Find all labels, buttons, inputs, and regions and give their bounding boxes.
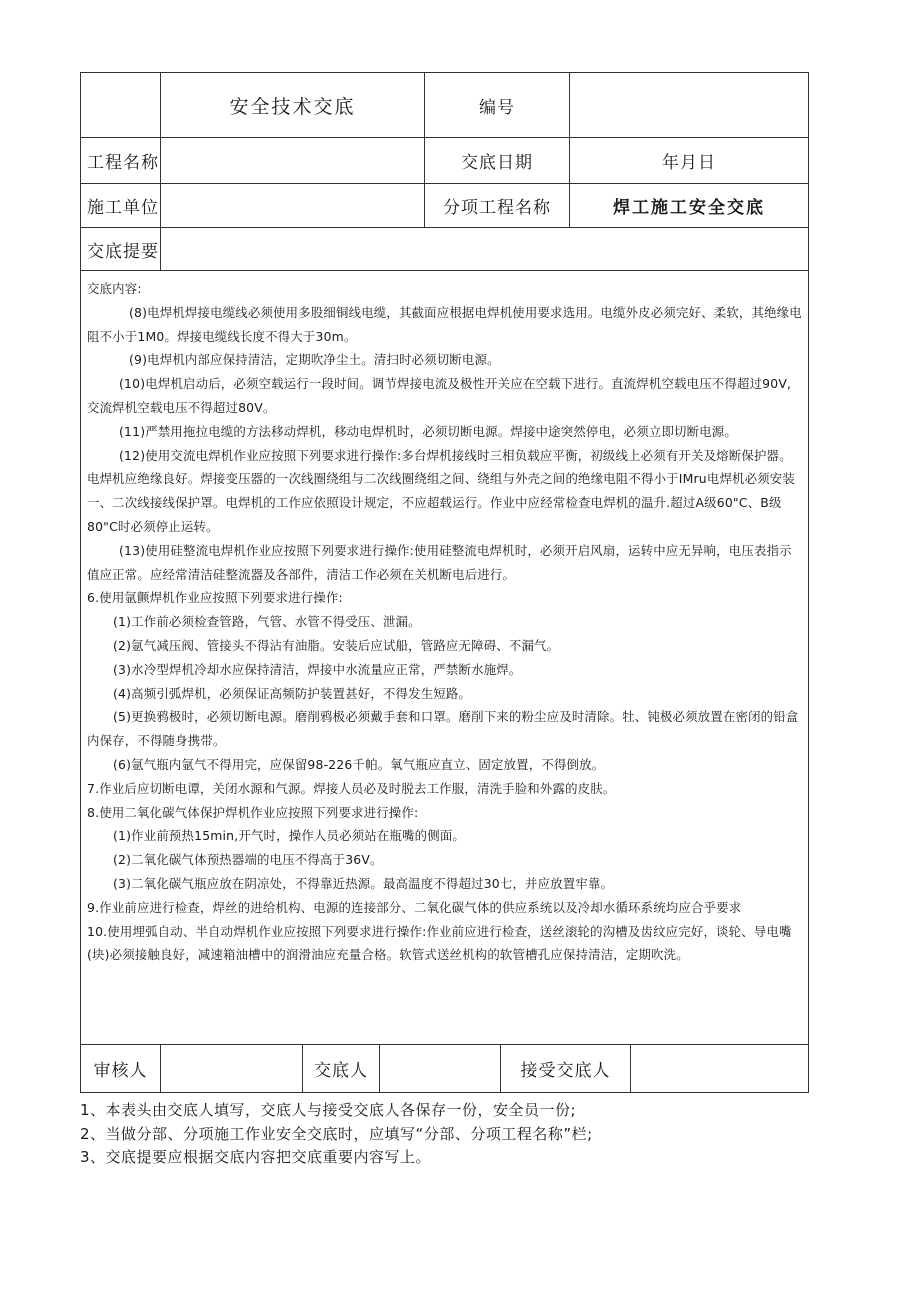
- content-paragraph: (3)二氧化碳气瓶应放在阴凉处，不得靠近热源。最高温度不得超过30七，并应放置牢靠。: [113, 875, 614, 891]
- receiver-label: 接受交底人: [501, 1045, 631, 1093]
- summary-field[interactable]: [161, 228, 809, 271]
- content-paragraph: (5)更换鸦极时，必须切断电源。磨削鸦极必须戴手套和口罩。磨削下来的粉尘应及时清除。牡、钝极必须放置在密闭的铅盒内保存，不得随身携带。: [87, 709, 799, 749]
- content-paragraph: 10.使用埋弧自动、半自动焊机作业应按照下列要求进行操作:作业前应进行检查，送丝滚轮的沟槽及齿纹应完好，谈轮、导电嘴(块)必须接触良好，减速箱油槽中的润滑油应充量合格。软管式送丝机构的软管槽孔应保持清洁，定期吹洗。: [87, 923, 792, 963]
- content-paragraph: (6)氩气瓶内氩气不得用完，应保留98-226千帕。氧气瓶应直立、固定放置，不得倒放。: [113, 756, 605, 772]
- content-paragraph: (1)工作前必须检查管路，气管、水管不得受压、泄漏。: [113, 614, 421, 630]
- content-heading: 交底内容:: [87, 281, 142, 296]
- content-paragraph: 9.作业前应进行检查，焊丝的进给机构、电源的连接部分、二氧化碳气体的供应系统以及冷却水循环系统均应合乎要求: [87, 899, 742, 915]
- content-paragraph: 6.使用氩颤焊机作业应按照下列要求进行操作:: [87, 590, 343, 606]
- content-paragraph: (10)电焊机启动后，必须空载运行一段时间。调节焊接电流及极性开关应在空载下进行。直流焊机空载电压不得超过90V,交流焊机空载电压不得超过80V。: [87, 376, 792, 415]
- content-paragraph: (8)电焊机焊接电缆线必须使用多股细铜线电缆，其截面应根据电焊机使用要求选用。电缆外皮必须完好、柔软，其绝缘电阻不小于1M0。焊接电缆线长度不得大于30m。: [87, 304, 802, 344]
- signature-table: [80, 1044, 809, 1093]
- unit-field[interactable]: [161, 184, 425, 228]
- summary-label: 交底提要: [81, 228, 161, 271]
- content-paragraph: (3)水冷型焊机冷却水应保持清洁，焊接中水流量应正常，严禁断水施焊。: [113, 661, 522, 677]
- sub-project-field[interactable]: 焊工施工安全交底: [570, 184, 809, 228]
- discloser-label: 交底人: [303, 1045, 380, 1093]
- date-label: 交底日期: [425, 138, 570, 184]
- content-paragraph: (4)高频引弧焊机，必须保证高频防护装置甚好，不得发生短路。: [113, 685, 472, 701]
- form-title: 安全技术交底: [161, 73, 425, 138]
- safety-disclosure-form: [80, 72, 808, 1170]
- sub-project-label: 分项工程名称: [425, 184, 570, 228]
- reviewer-label: 审核人: [81, 1045, 161, 1093]
- footnote: 2、当做分部、分项施工作业安全交底时，应填写“分部、分项工程名称”栏;: [80, 1124, 593, 1143]
- content-paragraph: 7.作业后应切断电谭，关闭水源和气源。焊接人员必及时脱去工作服，清洗手脸和外露的皮肤。: [87, 780, 616, 796]
- footnote: 3、交底提要应根据交底内容把交底重要内容写上。: [80, 1148, 432, 1166]
- content-paragraph: (13)使用硅整流电焊机作业应按照下列要求进行操作:使用硅整流电焊机时，必须开启风扇，运转中应无异响，电压表指示值应正常。应经常清洁硅整流器及各部件，清洁工作必须在关机断电后进行。: [87, 542, 792, 582]
- footnotes: [80, 1099, 808, 1170]
- project-name-label: 工程名称: [81, 138, 161, 184]
- date-field[interactable]: 年月日: [570, 138, 809, 184]
- footnote: 1、本表头由交底人填写，交底人与接受交底人各保存一份，安全员一份;: [80, 1101, 577, 1119]
- content-paragraph: (2)二氧化碳气体预热器端的电压不得高于36V。: [113, 852, 383, 868]
- content-paragraph: (1)作业前预热15min,开气时，操作人员必须站在瓶嘴的侧面。: [113, 828, 466, 844]
- serial-label: 编号: [425, 73, 570, 138]
- content-paragraph: (12)使用交流电焊机作业应按照下列要求进行操作:多台焊机接线时三相负载应平衡，初级线上必须有开关及熔断保护器。电焊机应绝缘良好。焊接变压器的一次线圈绕组与二次线圈绕组之间、绕组与外壳之间的绝缘电阻不得小于IMru电焊机必须安装一、二次线接线保护罩。电焊机的工作应依照设计规定，不应超载运行。作业中应经常检查电焊机的温升.超过A级60"C、B级80"C时必须停止运转。: [87, 447, 795, 534]
- content-paragraph: (2)氩气减压阀、管接头不得沾有油脂。安装后应试船，管路应无障碍、不漏气。: [113, 637, 560, 653]
- serial-value-field[interactable]: [570, 73, 809, 138]
- receiver-field[interactable]: [631, 1045, 809, 1093]
- content-cell: [81, 271, 809, 1045]
- content-paragraph: 8.使用二氧化碳气体保护焊机作业应按照下列要求进行操作:: [87, 804, 419, 820]
- project-name-field[interactable]: [161, 138, 425, 184]
- blank-corner-cell: [81, 73, 161, 138]
- discloser-field[interactable]: [380, 1045, 501, 1093]
- header-table: [80, 72, 809, 1045]
- content-paragraph: (9)电焊机内部应保持清洁，定期吹净尘土。清扫时必须切断电源。: [129, 352, 500, 368]
- reviewer-field[interactable]: [161, 1045, 303, 1093]
- unit-label: 施工单位: [81, 184, 161, 228]
- content-paragraph: (11)严禁用拖拉电缆的方法移动焊机，移动电焊机时，必须切断电源。焊接中途突然停电，必须立即切断电源。: [119, 423, 737, 439]
